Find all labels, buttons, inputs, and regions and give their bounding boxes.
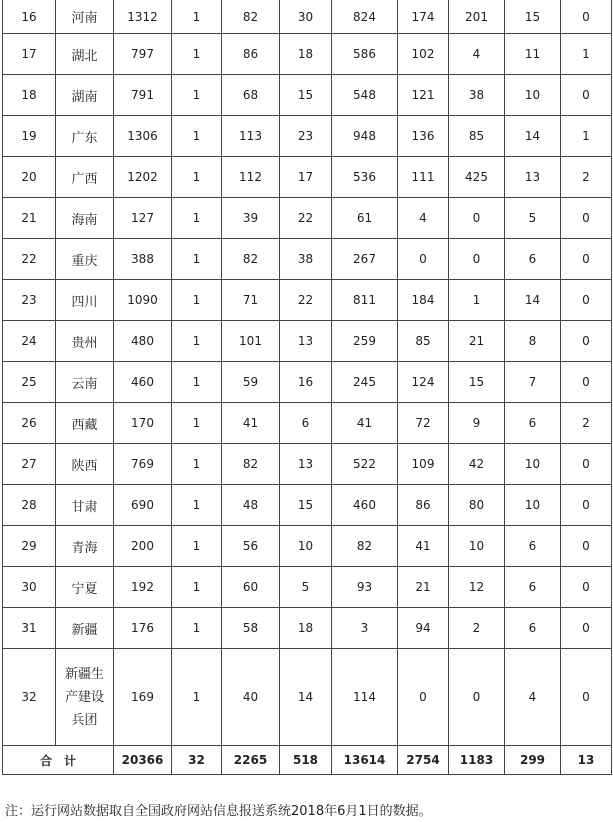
cell-value: 480	[114, 321, 172, 362]
cell-value: 586	[332, 34, 398, 75]
cell-value: 4	[505, 649, 561, 746]
cell-value: 82	[222, 239, 280, 280]
cell-value: 23	[280, 116, 332, 157]
cell-value: 13	[505, 157, 561, 198]
cell-value: 1	[172, 239, 222, 280]
table-row	[3, 567, 612, 608]
cell-value: 0	[561, 0, 612, 34]
cell-value: 6	[505, 239, 561, 280]
cell-value: 192	[114, 567, 172, 608]
cell-value: 113	[222, 116, 280, 157]
table-row	[3, 321, 612, 362]
cell-value: 109	[398, 444, 449, 485]
cell-value: 0	[561, 362, 612, 403]
cell-value: 201	[449, 0, 505, 34]
cell-value: 68	[222, 75, 280, 116]
cell-value: 0	[398, 239, 449, 280]
cell-value: 15	[505, 0, 561, 34]
cell-value: 245	[332, 362, 398, 403]
cell-value: 39	[222, 198, 280, 239]
region-line: 新疆生	[64, 666, 104, 682]
cell-value: 2	[449, 608, 505, 649]
cell-value: 1	[449, 280, 505, 321]
cell-no: 25	[3, 362, 56, 403]
cell-value: 1	[172, 649, 222, 746]
cell-value: 114	[332, 649, 398, 746]
cell-value: 769	[114, 444, 172, 485]
cell-value: 121	[398, 75, 449, 116]
total-value: 2265	[222, 746, 280, 775]
cell-value: 15	[449, 362, 505, 403]
table-row	[3, 485, 612, 526]
cell-value: 425	[449, 157, 505, 198]
cell-value: 0	[449, 239, 505, 280]
cell-value: 0	[398, 649, 449, 746]
table-row	[3, 198, 612, 239]
cell-value: 176	[114, 608, 172, 649]
cell-region	[56, 649, 114, 746]
cell-value: 42	[449, 444, 505, 485]
cell-value: 12	[449, 567, 505, 608]
cell-value: 11	[505, 34, 561, 75]
cell-value: 1	[172, 280, 222, 321]
region-line: 兵团	[71, 712, 98, 728]
cell-value: 259	[332, 321, 398, 362]
cell-no: 21	[3, 198, 56, 239]
cell-value: 82	[332, 526, 398, 567]
cell-value: 824	[332, 0, 398, 34]
cell-value: 0	[561, 485, 612, 526]
cell-no: 32	[3, 649, 56, 746]
cell-value: 14	[505, 116, 561, 157]
cell-value: 1	[172, 403, 222, 444]
cell-value: 948	[332, 116, 398, 157]
cell-value: 0	[561, 239, 612, 280]
cell-value: 1	[561, 116, 612, 157]
cell-value: 18	[280, 608, 332, 649]
cell-value: 14	[505, 280, 561, 321]
cell-value: 22	[280, 198, 332, 239]
data-table	[2, 0, 612, 775]
table-row	[3, 239, 612, 280]
cell-value: 169	[114, 649, 172, 746]
cell-region: 青海	[56, 526, 114, 567]
cell-value: 1	[172, 608, 222, 649]
cell-region: 湖南	[56, 75, 114, 116]
cell-value: 0	[449, 198, 505, 239]
cell-no: 16	[3, 0, 56, 34]
cell-value: 56	[222, 526, 280, 567]
cell-value: 6	[505, 403, 561, 444]
cell-value: 536	[332, 157, 398, 198]
cell-no: 22	[3, 239, 56, 280]
cell-value: 101	[222, 321, 280, 362]
cell-value: 0	[561, 649, 612, 746]
cell-value: 10	[505, 485, 561, 526]
cell-no: 30	[3, 567, 56, 608]
cell-region: 云南	[56, 362, 114, 403]
cell-value: 41	[332, 403, 398, 444]
cell-value: 1	[172, 198, 222, 239]
cell-region: 重庆	[56, 239, 114, 280]
cell-value: 6	[280, 403, 332, 444]
cell-value: 184	[398, 280, 449, 321]
cell-value: 93	[332, 567, 398, 608]
cell-no: 18	[3, 75, 56, 116]
cell-value: 112	[222, 157, 280, 198]
cell-value: 388	[114, 239, 172, 280]
cell-value: 136	[398, 116, 449, 157]
cell-value: 1090	[114, 280, 172, 321]
total-value: 518	[280, 746, 332, 775]
cell-value: 460	[114, 362, 172, 403]
total-value: 2754	[398, 746, 449, 775]
cell-value: 111	[398, 157, 449, 198]
cell-value: 59	[222, 362, 280, 403]
cell-value: 102	[398, 34, 449, 75]
cell-value: 1	[172, 567, 222, 608]
cell-value: 6	[505, 526, 561, 567]
table-row	[3, 403, 612, 444]
cell-value: 6	[505, 608, 561, 649]
cell-value: 58	[222, 608, 280, 649]
cell-value: 0	[449, 649, 505, 746]
cell-value: 3	[332, 608, 398, 649]
cell-value: 791	[114, 75, 172, 116]
cell-value: 1	[172, 321, 222, 362]
table-row	[3, 362, 612, 403]
total-value: 20366	[114, 746, 172, 775]
cell-value: 2	[561, 157, 612, 198]
cell-value: 0	[561, 444, 612, 485]
cell-value: 5	[280, 567, 332, 608]
cell-value: 60	[222, 567, 280, 608]
cell-value: 41	[222, 403, 280, 444]
cell-region: 新疆	[56, 608, 114, 649]
cell-value: 9	[449, 403, 505, 444]
cell-value: 85	[398, 321, 449, 362]
table-row-corps	[3, 649, 612, 746]
cell-value: 5	[505, 198, 561, 239]
cell-value: 460	[332, 485, 398, 526]
cell-value: 38	[280, 239, 332, 280]
cell-value: 21	[398, 567, 449, 608]
cell-value: 0	[561, 321, 612, 362]
cell-value: 267	[332, 239, 398, 280]
cell-value: 61	[332, 198, 398, 239]
cell-value: 690	[114, 485, 172, 526]
table-row	[3, 444, 612, 485]
cell-region: 河南	[56, 0, 114, 34]
cell-value: 1	[172, 75, 222, 116]
cell-region: 甘肃	[56, 485, 114, 526]
cell-value: 72	[398, 403, 449, 444]
cell-value: 1312	[114, 0, 172, 34]
cell-value: 0	[561, 608, 612, 649]
cell-no: 31	[3, 608, 56, 649]
cell-no: 29	[3, 526, 56, 567]
cell-no: 26	[3, 403, 56, 444]
region-line: 产建设	[64, 689, 104, 705]
total-value: 1183	[449, 746, 505, 775]
cell-value: 1	[172, 0, 222, 34]
cell-value: 85	[449, 116, 505, 157]
cell-value: 40	[222, 649, 280, 746]
cell-value: 1202	[114, 157, 172, 198]
cell-region: 湖北	[56, 34, 114, 75]
cell-value: 811	[332, 280, 398, 321]
cell-no: 24	[3, 321, 56, 362]
cell-value: 4	[398, 198, 449, 239]
cell-value: 124	[398, 362, 449, 403]
cell-no: 27	[3, 444, 56, 485]
cell-region: 宁夏	[56, 567, 114, 608]
cell-value: 1	[172, 157, 222, 198]
cell-no: 28	[3, 485, 56, 526]
cell-value: 4	[449, 34, 505, 75]
cell-value: 82	[222, 444, 280, 485]
cell-value: 10	[505, 444, 561, 485]
cell-region: 陕西	[56, 444, 114, 485]
table-row	[3, 280, 612, 321]
table-row	[3, 75, 612, 116]
cell-value: 18	[280, 34, 332, 75]
cell-value: 174	[398, 0, 449, 34]
cell-no: 23	[3, 280, 56, 321]
cell-value: 17	[280, 157, 332, 198]
cell-region: 四川	[56, 280, 114, 321]
cell-region: 贵州	[56, 321, 114, 362]
table-body	[3, 0, 612, 775]
total-value: 13	[561, 746, 612, 775]
cell-value: 548	[332, 75, 398, 116]
cell-no: 19	[3, 116, 56, 157]
cell-value: 15	[280, 485, 332, 526]
table-row	[3, 0, 612, 34]
cell-value: 0	[561, 280, 612, 321]
cell-value: 30	[280, 0, 332, 34]
cell-region: 西藏	[56, 403, 114, 444]
total-label: 合 计	[3, 746, 114, 775]
table-row-total	[3, 746, 612, 775]
table-row	[3, 116, 612, 157]
cell-value: 86	[222, 34, 280, 75]
cell-value: 1	[172, 485, 222, 526]
cell-value: 1306	[114, 116, 172, 157]
cell-value: 41	[398, 526, 449, 567]
cell-no: 20	[3, 157, 56, 198]
footnote: 注：运行网站数据取自全国政府网站信息报送系统2018年6月1日的数据。	[5, 804, 432, 819]
cell-value: 0	[561, 198, 612, 239]
table-row	[3, 157, 612, 198]
cell-value: 10	[280, 526, 332, 567]
cell-value: 14	[280, 649, 332, 746]
cell-value: 1	[172, 34, 222, 75]
cell-region: 广东	[56, 116, 114, 157]
cell-value: 127	[114, 198, 172, 239]
table-row	[3, 526, 612, 567]
cell-value: 522	[332, 444, 398, 485]
table-row	[3, 34, 612, 75]
cell-value: 22	[280, 280, 332, 321]
cell-value: 0	[561, 75, 612, 116]
cell-value: 80	[449, 485, 505, 526]
cell-value: 8	[505, 321, 561, 362]
cell-value: 16	[280, 362, 332, 403]
cell-value: 0	[561, 526, 612, 567]
cell-value: 2	[561, 403, 612, 444]
cell-value: 1	[561, 34, 612, 75]
cell-region: 海南	[56, 198, 114, 239]
cell-value: 86	[398, 485, 449, 526]
cell-value: 13	[280, 321, 332, 362]
total-value: 13614	[332, 746, 398, 775]
cell-value: 21	[449, 321, 505, 362]
cell-value: 0	[561, 567, 612, 608]
cell-no: 17	[3, 34, 56, 75]
cell-value: 13	[280, 444, 332, 485]
cell-value: 48	[222, 485, 280, 526]
table-row	[3, 608, 612, 649]
cell-value: 7	[505, 362, 561, 403]
cell-value: 71	[222, 280, 280, 321]
cell-value: 797	[114, 34, 172, 75]
total-value: 299	[505, 746, 561, 775]
cell-value: 10	[505, 75, 561, 116]
cell-value: 1	[172, 526, 222, 567]
cell-value: 1	[172, 362, 222, 403]
cell-value: 6	[505, 567, 561, 608]
cell-value: 200	[114, 526, 172, 567]
cell-value: 1	[172, 116, 222, 157]
total-value: 32	[172, 746, 222, 775]
cell-region: 广西	[56, 157, 114, 198]
cell-value: 1	[172, 444, 222, 485]
cell-value: 38	[449, 75, 505, 116]
cell-value: 94	[398, 608, 449, 649]
cell-value: 15	[280, 75, 332, 116]
cell-value: 82	[222, 0, 280, 34]
cell-value: 10	[449, 526, 505, 567]
cell-value: 170	[114, 403, 172, 444]
